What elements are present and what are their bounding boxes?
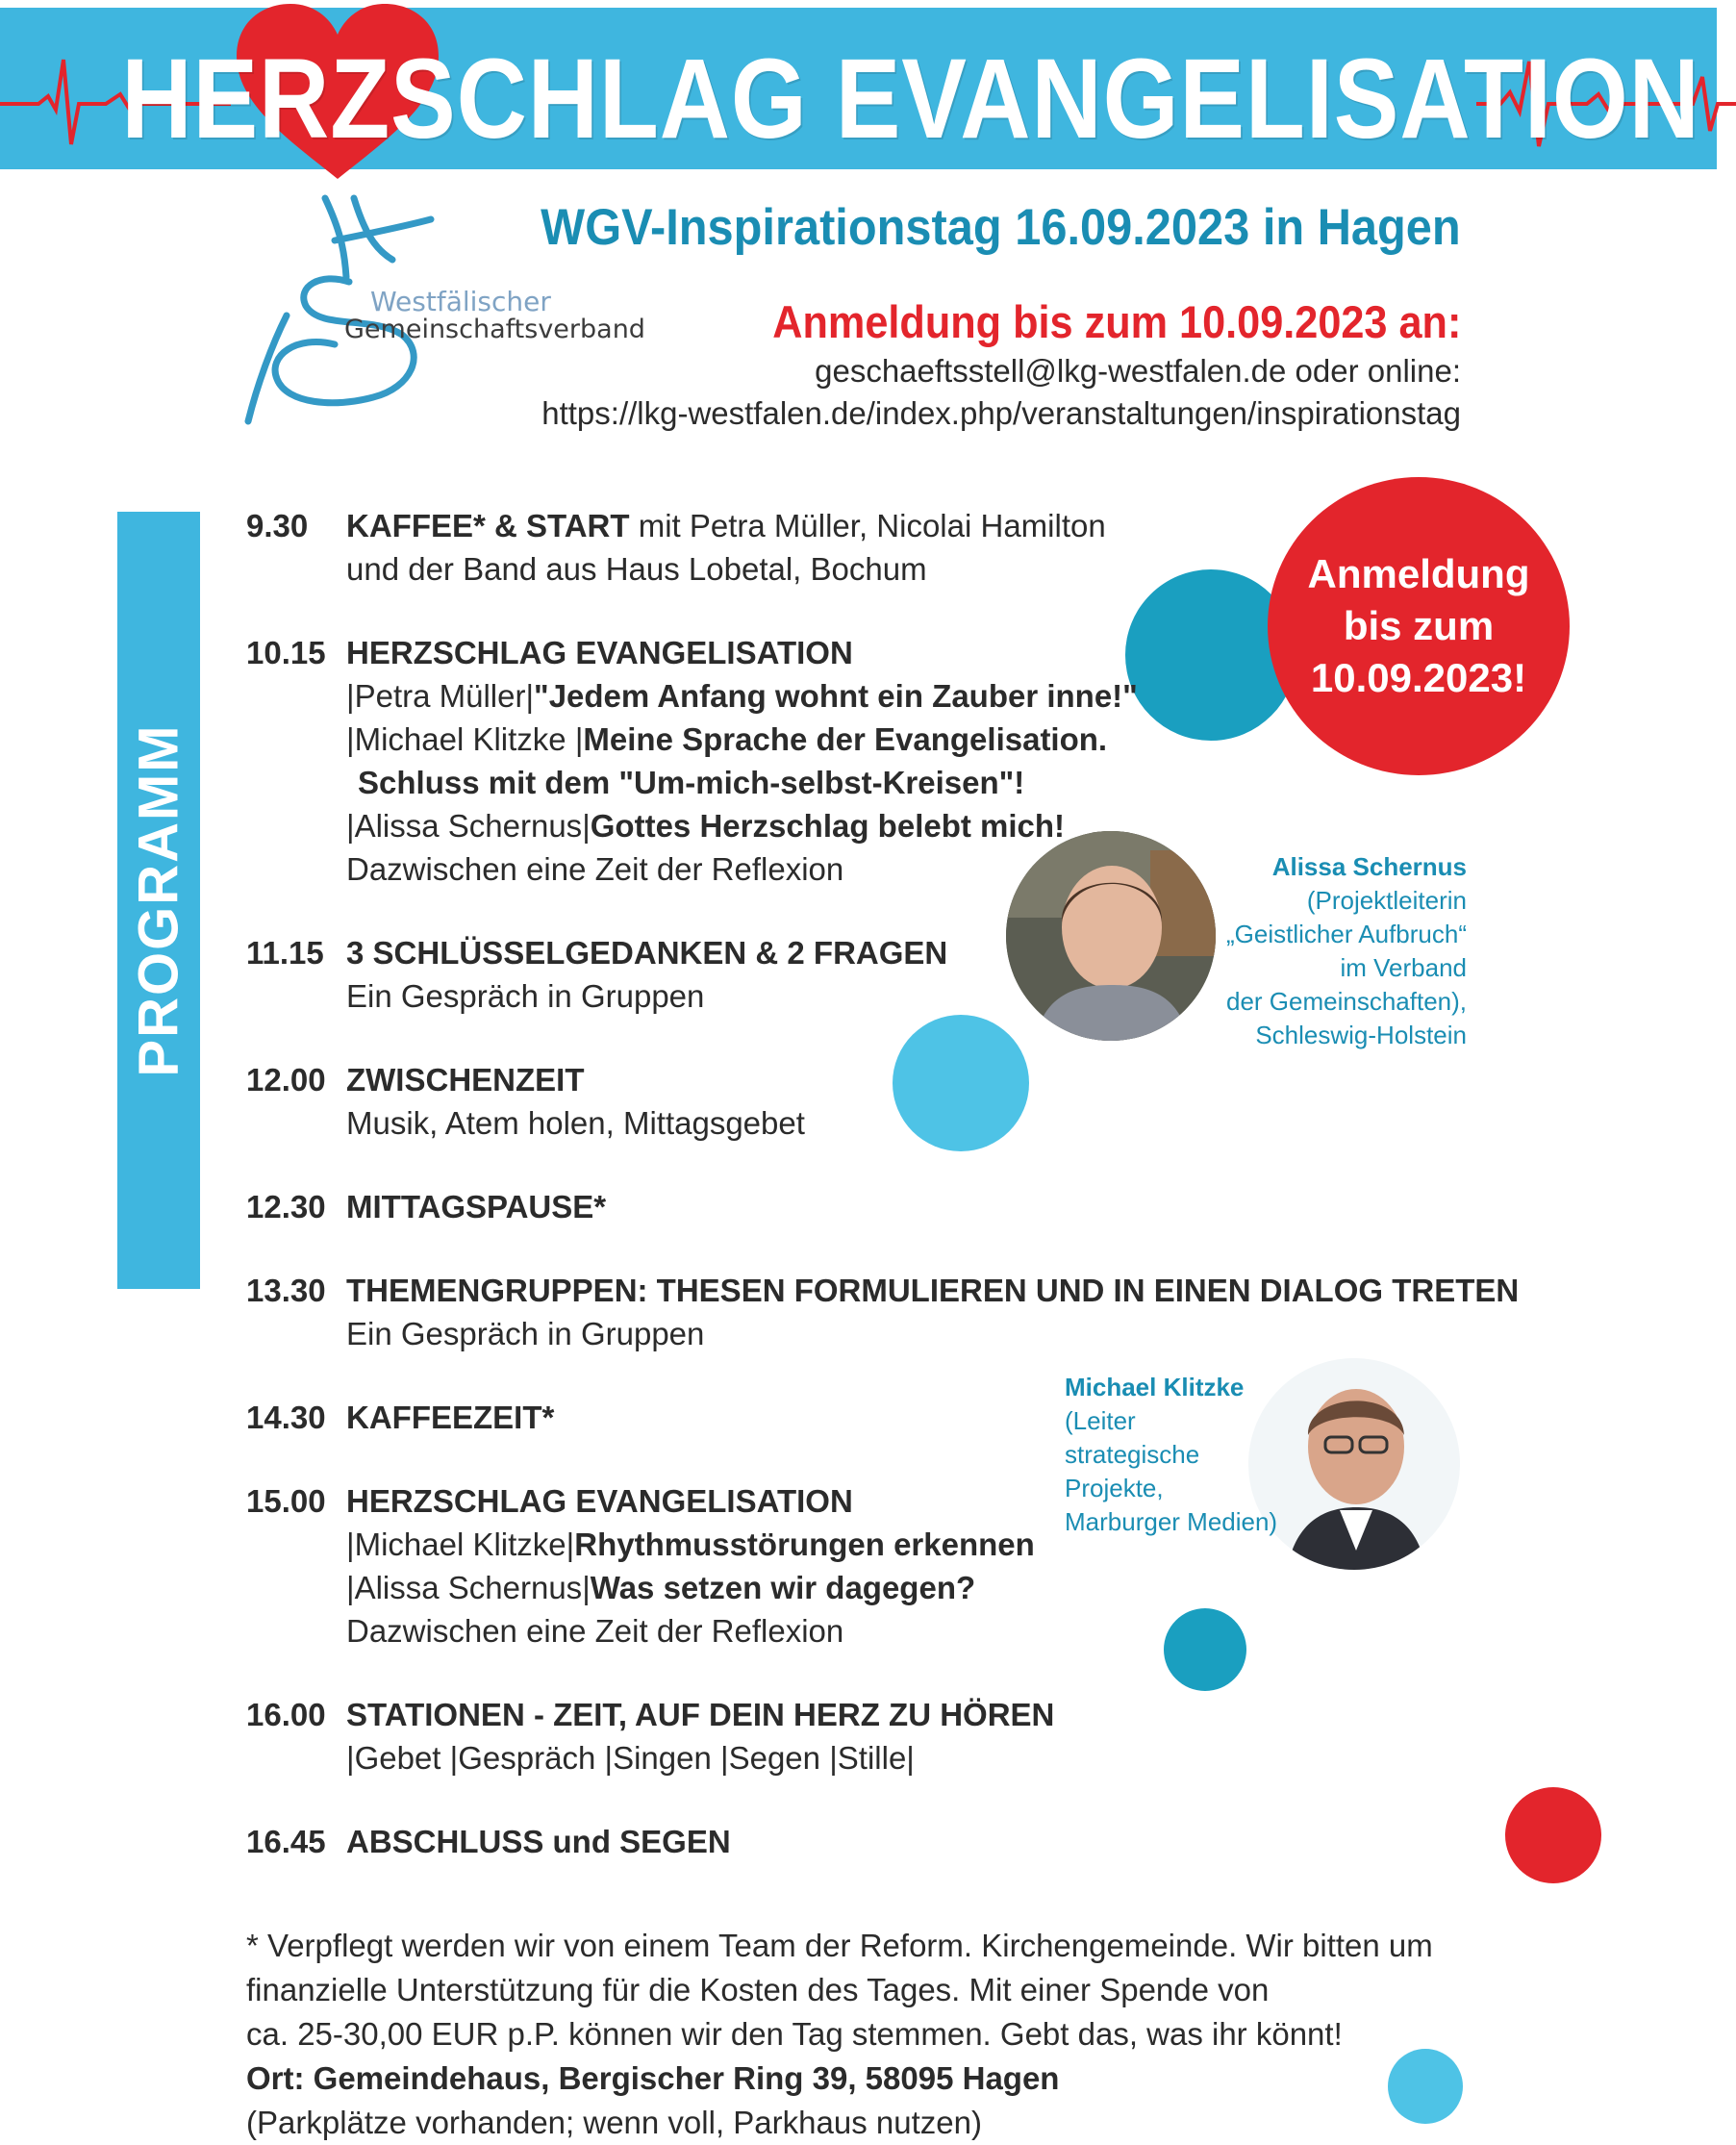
item-detail: Musik, Atem holen, Mittagsgebet	[346, 1105, 805, 1141]
registration-email[interactable]: geschaeftsstell@lkg-westfalen.de oder online:	[815, 353, 1461, 389]
station: Gespräch	[458, 1740, 596, 1776]
item-title: 3 SCHLÜSSELGEDANKEN & 2 FRAGEN	[346, 935, 948, 971]
program-item-1230	[246, 1185, 1497, 1228]
speaker-name: Alissa Schernus	[1271, 852, 1467, 881]
footnote	[246, 1924, 1525, 2145]
badge-line2: bis zum	[1343, 603, 1495, 648]
speaker-name: Alissa Schernus	[354, 808, 583, 844]
program-item-1430	[246, 1396, 1497, 1439]
item-time: 12.00	[246, 1062, 326, 1098]
stations-list: |Gebet |Gespräch |Singen |Segen |Stille|	[346, 1740, 915, 1776]
event-subtitle: WGV-Inspirationstag 16.09.2023 in Hagen	[541, 199, 1461, 256]
item-title: ZWISCHENZEIT	[346, 1062, 585, 1098]
speaker-name: Michael Klitzke	[354, 721, 575, 757]
talk-title: "Jedem Anfang wohnt ein Zauber inne!"	[534, 678, 1138, 714]
program-item-1115	[246, 931, 1497, 1018]
speaker-name: Alissa Schernus	[354, 1570, 583, 1605]
banner-title: HERZSCHLAG EVANGELISATION	[121, 36, 1700, 163]
badge-line3: 10.09.2023!	[1310, 655, 1527, 700]
item-time: 13.30	[246, 1273, 326, 1308]
item-note: Dazwischen eine Zeit der Reflexion	[346, 1613, 844, 1649]
speaker-role: der Gemeinschaften),	[1225, 987, 1467, 1016]
speaker-role: im Verband	[1340, 953, 1467, 982]
program-item-1600	[246, 1693, 1497, 1779]
item-note: Dazwischen eine Zeit der Reflexion	[346, 851, 844, 887]
item-title: HERZSCHLAG EVANGELISATION	[346, 635, 853, 670]
footnote-line: * Verpflegt werden wir von einem Team der Reform. Kirchengemeinde. Wir bitten um	[246, 1928, 1433, 1963]
program-item-1330	[246, 1269, 1520, 1355]
item-title: MITTAGSPAUSE*	[346, 1189, 607, 1224]
item-time: 9.30	[246, 508, 309, 543]
registration-deadline: Anmeldung bis zum 10.09.2023 an:	[771, 296, 1461, 347]
item-title: THEMENGRUPPEN: THESEN FORMULIEREN UND IN EINEN DIALOG TRETEN	[346, 1273, 1520, 1308]
item-detail: Ein Gespräch in Gruppen	[346, 978, 705, 1014]
item-title: ABSCHLUSS und SEGEN	[346, 1824, 731, 1859]
speaker-name: Petra Müller	[354, 678, 526, 714]
station: Stille	[837, 1740, 907, 1776]
speaker-role: Schleswig-Holstein	[1255, 1021, 1467, 1049]
speaker-name: Michael Klitzke	[354, 1527, 566, 1562]
item-detail: und der Band aus Haus Lobetal, Bochum	[346, 551, 927, 587]
talk-title: Rhythmusstörungen erkennen	[574, 1527, 1035, 1562]
speaker-role: Marburger Medien)	[1065, 1507, 1278, 1536]
footnote-line: finanzielle Unterstützung für die Kosten des Tages. Mit einer Spende von	[246, 1972, 1270, 2007]
speaker-role: (Leiter	[1065, 1406, 1136, 1435]
talk-title: Was setzen wir dagegen?	[590, 1570, 976, 1605]
program-item-0930	[246, 504, 1497, 591]
program-list	[246, 504, 1520, 1904]
item-time: 14.30	[246, 1400, 326, 1435]
item-title: KAFFEE* & START	[346, 508, 630, 543]
program-item-1200	[246, 1058, 1497, 1145]
talk-title: Gottes Herzschlag belebt mich!	[590, 808, 1066, 844]
speaker-role: „Geistlicher Aufbruch“	[1226, 920, 1467, 948]
item-time: 12.30	[246, 1189, 326, 1224]
badge-line1: Anmeldung	[1307, 551, 1530, 596]
logo-text-line2: Gemeinschaftsverband	[344, 315, 645, 344]
program-item-1645	[246, 1820, 1497, 1863]
registration-url[interactable]: https://lkg-westfalen.de/index.php/veranstaltungen/inspirationstag	[541, 395, 1461, 431]
item-detail: Ein Gespräch in Gruppen	[346, 1316, 705, 1351]
decor-circle-red-small	[1505, 1787, 1601, 1883]
item-title: KAFFEEZEIT*	[346, 1400, 555, 1435]
location: Ort: Gemeindehaus, Bergischer Ring 39, 58095 Hagen	[246, 2060, 1060, 2096]
speaker-role: (Projektleiterin	[1306, 886, 1467, 915]
item-title: STATIONEN - ZEIT, AUF DEIN HERZ ZU HÖREN	[346, 1697, 1055, 1732]
station: Gebet	[354, 1740, 441, 1776]
item-time: 11.15	[246, 935, 324, 971]
speaker-name: Michael Klitzke	[1065, 1373, 1245, 1401]
item-time: 16.00	[246, 1697, 326, 1732]
program-item-1500: 15.00 HERZSCHLAG EVANGELISATION |Michael Klitzke|Rhythmusstörungen erkennen |Alissa Schernus|Was setzen wir dagegen? Dazwischen eine Zeit der Reflexion	[246, 1479, 1497, 1653]
item-time: 16.45	[246, 1824, 326, 1859]
talk-title-cont: Schluss mit dem "Um-mich-selbst-Kreisen"!	[358, 765, 1025, 800]
item-time: 15.00	[246, 1483, 326, 1519]
program-side-label: PROGRAMM	[127, 723, 190, 1077]
item-time: 10.15	[246, 635, 326, 670]
speaker-role: strategische	[1065, 1440, 1200, 1469]
logo-text-line1: Westfälischer	[370, 286, 551, 317]
speaker-role: Projekte,	[1065, 1474, 1164, 1502]
station: Singen	[613, 1740, 712, 1776]
talk-title: Meine Sprache der Evangelisation.	[583, 721, 1108, 757]
program-item-1015: 10.15 HERZSCHLAG EVANGELISATION |Petra Müller|"Jedem Anfang wohnt ein Zauber inne!" |Michael Klitzke |Meine Sprache der Evangelisation. Schluss mit dem "Um-mich-selbst-Kreisen"! |Alissa Schernus|Gottes Herzschlag belebt mich! Dazwischen eine Zeit der Reflexion	[246, 631, 1497, 891]
parking-note: (Parkplätze vorhanden; wenn voll, Parkhaus nutzen)	[246, 2105, 982, 2140]
item-title-rest: mit Petra Müller, Nicolai Hamilton	[629, 508, 1106, 543]
item-title: HERZSCHLAG EVANGELISATION	[346, 1483, 853, 1519]
footnote-line: ca. 25-30,00 EUR p.P. können wir den Tag stemmen. Gebt das, was ihr könnt!	[246, 2016, 1343, 2052]
station: Segen	[728, 1740, 821, 1776]
